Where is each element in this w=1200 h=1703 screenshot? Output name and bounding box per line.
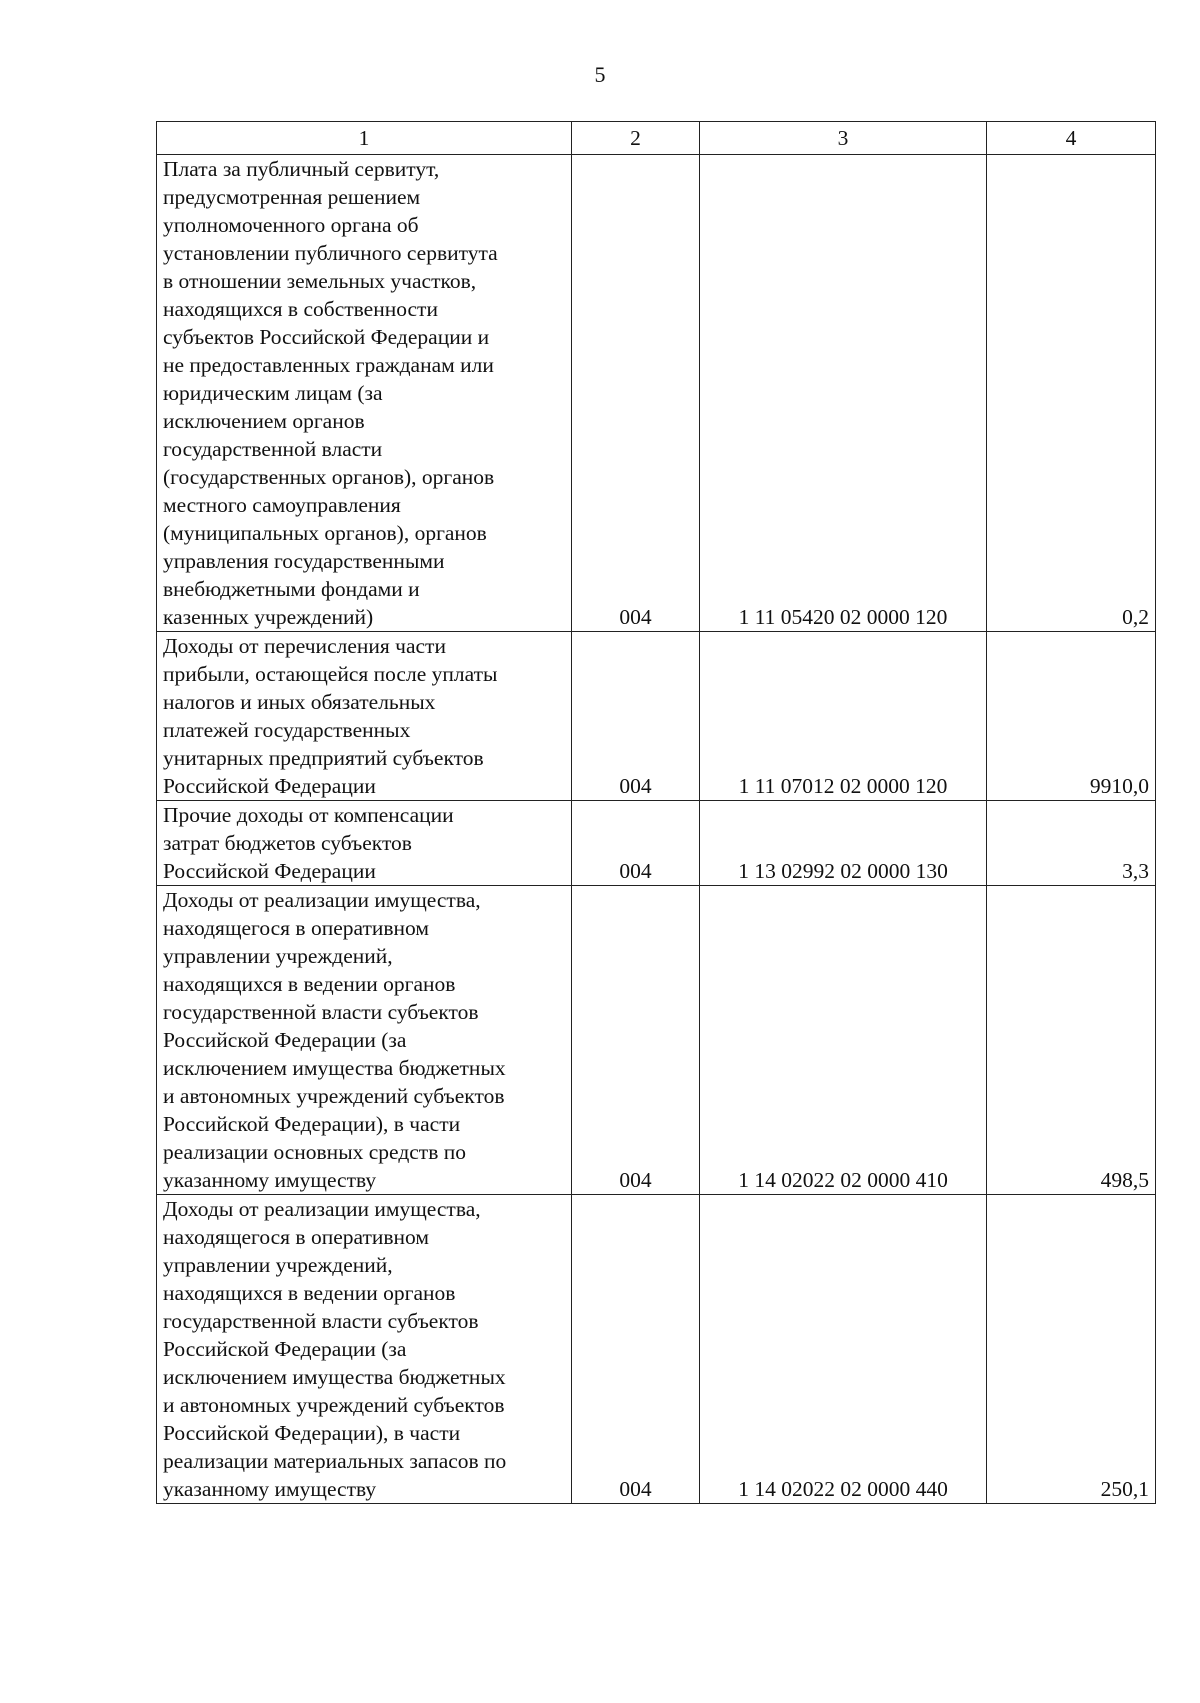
table-row (157, 632, 1156, 801)
admin-code-cell: 004 (572, 155, 700, 632)
revenue-name-cell: Доходы от перечисления части прибыли, остающейся после уплаты налогов и иных обязательных платежей государственных унитарных предприятий субъектов Российской Федерации (157, 632, 572, 801)
amount-cell: 9910,0 (987, 632, 1156, 801)
header-col-1: 1 (157, 122, 572, 155)
revenue-table (156, 121, 1156, 1504)
admin-code-cell: 004 (572, 1195, 700, 1504)
header-col-4: 4 (987, 122, 1156, 155)
page-number: 5 (594, 62, 606, 87)
amount-cell: 498,5 (987, 886, 1156, 1195)
revenue-name-cell: Прочие доходы от компенсации затрат бюджетов субъектов Российской Федерации (157, 801, 572, 886)
table-header-row (157, 122, 1156, 155)
classification-code-cell: 1 14 02022 02 0000 410 (700, 886, 987, 1195)
header-col-2: 2 (572, 122, 700, 155)
amount-cell: 3,3 (987, 801, 1156, 886)
revenue-name-cell: Доходы от реализации имущества, находящегося в оперативном управлении учреждений, находящихся в ведении органов государственной власти субъектов Российской Федерации (за исключением имущества бюджетных и автономных учреждений субъектов Российской Федерации), в части реализации основных средств по указанному имуществу (157, 886, 572, 1195)
amount-cell: 250,1 (987, 1195, 1156, 1504)
admin-code-cell: 004 (572, 632, 700, 801)
classification-code-cell: 1 11 07012 02 0000 120 (700, 632, 987, 801)
table-row (157, 1195, 1156, 1504)
classification-code-cell: 1 13 02992 02 0000 130 (700, 801, 987, 886)
header-col-3: 3 (700, 122, 987, 155)
revenue-name-cell: Доходы от реализации имущества, находящегося в оперативном управлении учреждений, находящихся в ведении органов государственной власти субъектов Российской Федерации (за исключением имущества бюджетных и автономных учреждений субъектов Российской Федерации), в части реализации материальных запасов по указанному имуществу (157, 1195, 572, 1504)
revenue-name-cell: Плата за публичный сервитут, предусмотренная решением уполномоченного органа об установлении публичного сервитута в отношении земельных участков, находящихся в собственности субъектов Российской Федерации и не предоставленных гражданам или юридическим лицам (за исключением органов государственной власти (государственных органов), органов местного самоуправления (муниципальных органов), органов управления государственными внебюджетными фондами и казенных учреждений) (157, 155, 572, 632)
table-row (157, 886, 1156, 1195)
admin-code-cell: 004 (572, 801, 700, 886)
classification-code-cell: 1 11 05420 02 0000 120 (700, 155, 987, 632)
classification-code-cell: 1 14 02022 02 0000 440 (700, 1195, 987, 1504)
admin-code-cell: 004 (572, 886, 700, 1195)
table-row (157, 801, 1156, 886)
amount-cell: 0,2 (987, 155, 1156, 632)
table-row (157, 155, 1156, 632)
